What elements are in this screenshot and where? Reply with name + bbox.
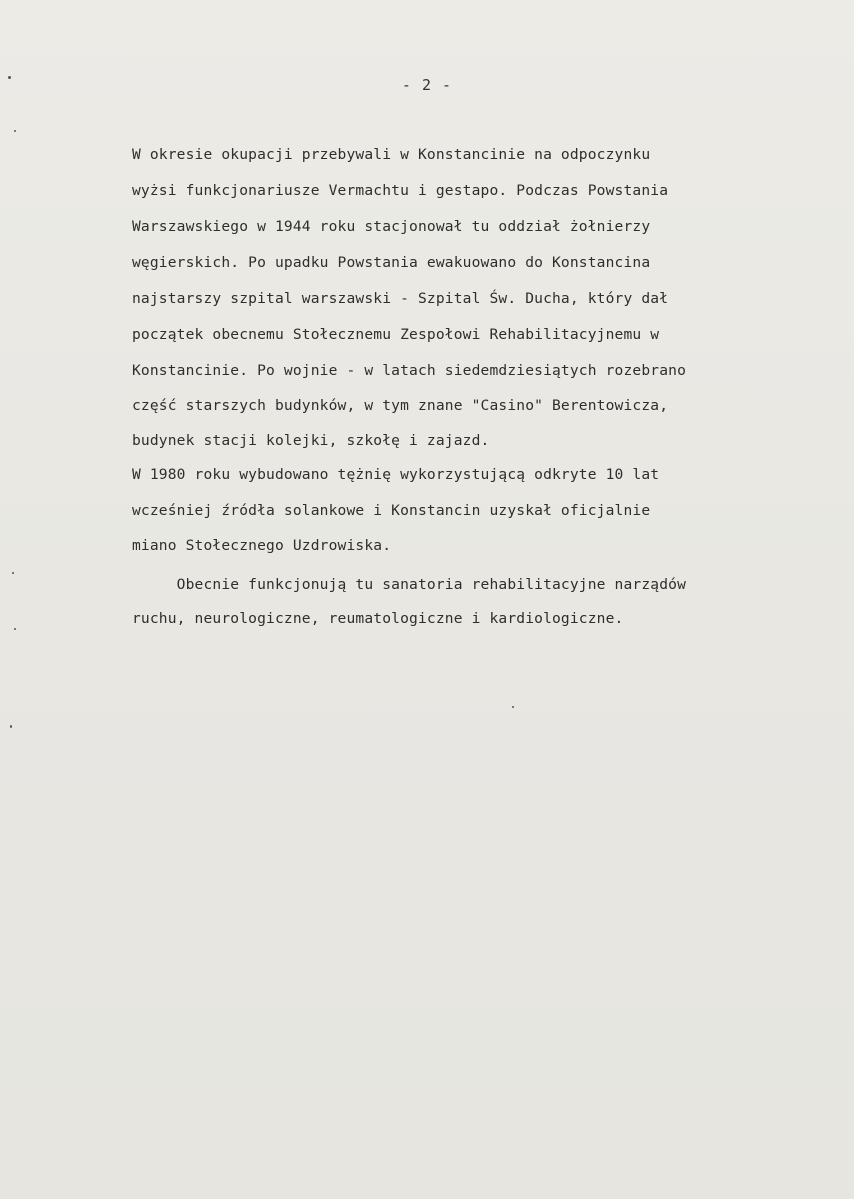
text-line-9: budynek stacji kolejki, szkołę i zajazd.: [132, 432, 490, 449]
text-line-7: Konstancinie. Po wojnie - w latach siedemdziesiątych rozebrano: [132, 362, 687, 379]
text-line-5: najstarszy szpital warszawski - Szpital Św. Ducha, który dał: [132, 290, 669, 307]
text-line-10: W 1980 roku wybudowano tężnię wykorzystującą odkryte 10 lat: [132, 466, 660, 483]
scan-speck: [8, 76, 11, 79]
text-line-13: Obecnie funkcjonują tu sanatoria rehabilitacyjne narządów: [132, 576, 687, 593]
page-number: - 2 -: [401, 76, 453, 94]
text-line-11: wcześniej źródła solankowe i Konstancin uzyskał oficjalnie: [132, 502, 651, 519]
text-line-6: początek obecnemu Stołecznemu Zespołowi Rehabilitacyjnemu w: [132, 326, 660, 343]
scan-speck: [14, 628, 16, 630]
text-line-12: miano Stołecznego Uzdrowiska.: [132, 537, 392, 554]
scan-speck: [14, 130, 16, 132]
scan-speck: [10, 725, 12, 728]
scan-speck: [12, 572, 14, 574]
text-line-4: węgierskich. Po upadku Powstania ewakuowano do Konstancina: [132, 254, 651, 271]
text-line-3: Warszawskiego w 1944 roku stacjonował tu oddział żołnierzy: [132, 218, 651, 235]
text-line-14: ruchu, neurologiczne, reumatologiczne i kardiologiczne.: [132, 610, 624, 627]
text-line-1: W okresie okupacji przebywali w Konstancinie na odpoczynku: [132, 146, 651, 163]
text-line-8: część starszych budynków, w tym znane "Casino" Berentowicza,: [132, 397, 669, 414]
text-line-2: wyżsi funkcjonariusze Vermachtu i gestapo. Podczas Powstania: [132, 182, 669, 199]
scan-speck: [512, 706, 514, 708]
